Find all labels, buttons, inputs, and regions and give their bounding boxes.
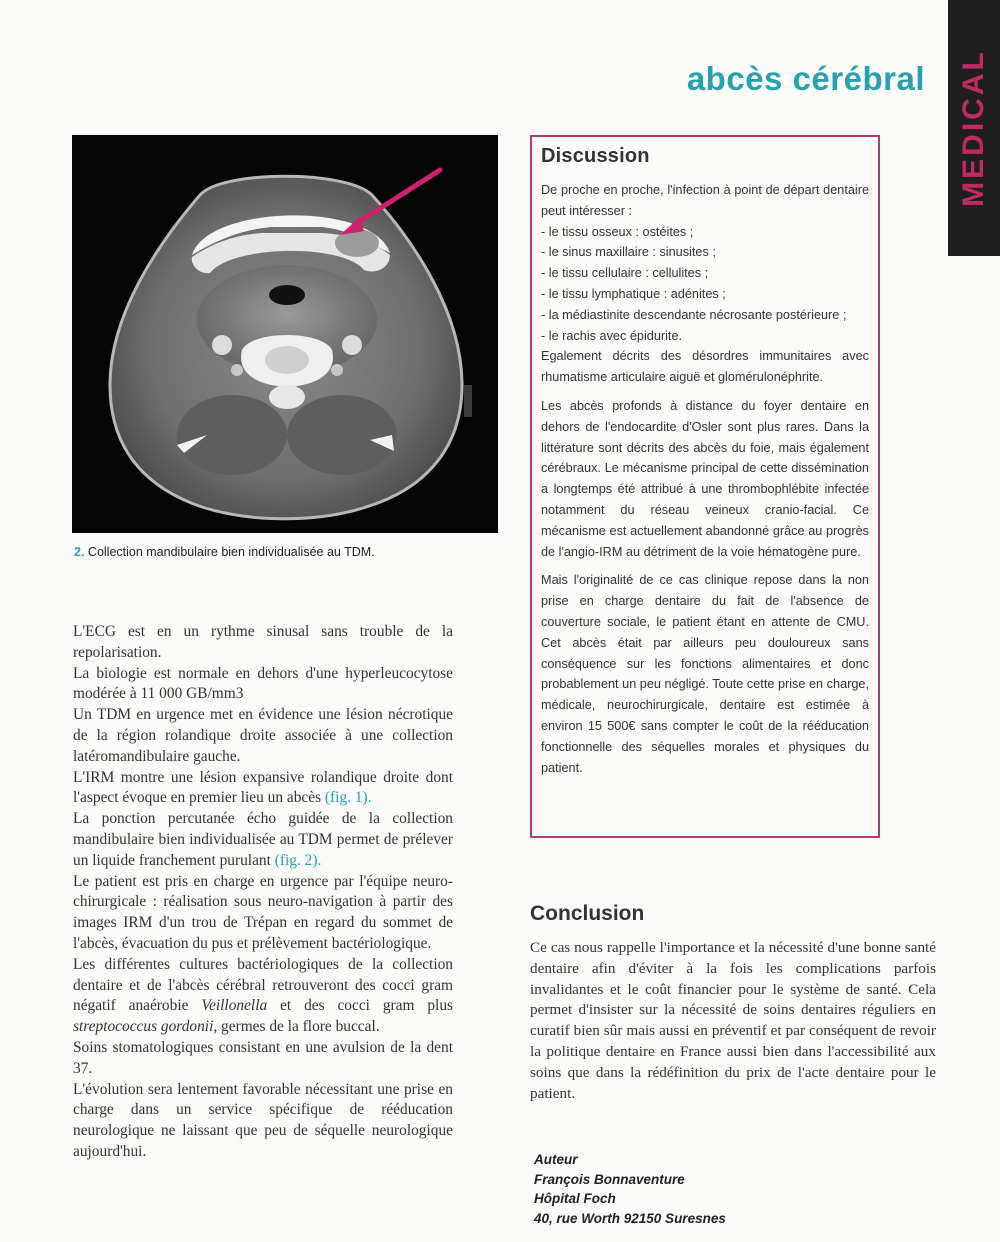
discussion-box bbox=[530, 135, 880, 838]
discussion-line: - le sinus maxillaire : sinusites ; bbox=[541, 245, 716, 260]
paragraph: L'ECG est en un rythme sinusal sans trouble de la repolarisation. bbox=[73, 623, 453, 661]
caption-text: Collection mandibulaire bien individualisée au TDM. bbox=[84, 545, 375, 559]
discussion-line: - le tissu cellulaire : cellulites ; bbox=[541, 266, 709, 281]
discussion-line: De proche en proche, l'infection à point de départ dentaire peut intéresser : bbox=[541, 183, 869, 218]
discussion-paragraph: Les abcès profonds à distance du foyer dentaire en dehors de l'endocardite d'Osler sont plus rares. Dans la littérature sont décrits des abcès du foie, mais également cérébraux. Le mécanisme principal de cette dissémination a longtemps été attribué à une thrombophlébite infectée notamment du réseau veineux cranio-facial. Ce mécanisme est actuellement abandonné grâce au progrès de l'angio-IRM au détriment de la voie hématogène pure. bbox=[541, 398, 869, 559]
discussion-line: - le tissu lymphatique : adénites ; bbox=[541, 286, 726, 301]
section-tab-label: MEDICAL bbox=[957, 49, 990, 207]
ct-scan-figure bbox=[72, 135, 498, 533]
discussion-line: Egalement décrits des désordres immunitaires avec rhumatisme articulaire aiguë et glomérulonéphrite. bbox=[541, 349, 869, 385]
article-title: abcès cérébral bbox=[686, 60, 925, 98]
paragraph: Soins stomatologiques consistant en une avulsion de la dent 37. bbox=[73, 1038, 453, 1077]
author-label: Auteur bbox=[534, 1152, 578, 1167]
paragraph: Le patient est pris en charge en urgence par l'équipe neuro-chirurgicale : réalisation sous neuro-navigation à partir des images IRM d'un trou de Trépan en regard du sommet de l'abcès, évacuation du pus et prélèvement bactériologique. bbox=[73, 872, 453, 952]
conclusion-text bbox=[530, 938, 936, 1104]
discussion-paragraph: Mais l'originalité de ce cas clinique repose dans la non prise en charge dentaire du fait de l'absence de couverture sociale, le patient étant en attente de CMU. Cet abcès était par ailleurs peu douloureux sans conséquence sur les fonctions alimentaires et donc probablement un peu négligé. Toute cette prise en charge, médicale, neurochirurgicale, dentaire est estimée à environ 15 500€ sans compter le coût de la rééducation fonctionnelle des séquelles morales et physiques du patient. bbox=[541, 573, 869, 775]
section-tab bbox=[948, 0, 1000, 256]
author-hospital: Hôpital Foch bbox=[534, 1191, 616, 1206]
paragraph: Les différentes cultures bactériologiques de la collection dentaire et de l'abcès cérébral retrouveront des cocci gram négatif anaérobie Veillonella et des cocci gram plus streptococcus gordonii, germes de la flore buccal. bbox=[73, 955, 453, 1036]
discussion-line: - la médiastinite descendante nécrosante postérieure ; bbox=[541, 307, 847, 322]
paragraph: Un TDM en urgence met en évidence une lésion nécrotique de la région rolandique droite associée à une collection latéromandibulaire gauche. bbox=[73, 706, 453, 765]
caption-number: 2. bbox=[74, 545, 85, 559]
paragraph: L'évolution sera lentement favorable nécessitant une prise en charge dans un service spécifique de rééducation neurologique ne laissant que peu de séquelle neurologique aujourd'hui. bbox=[73, 1080, 453, 1160]
author-block bbox=[534, 1150, 726, 1228]
author-name: François Bonnaventure bbox=[534, 1171, 685, 1187]
discussion-title: Discussion bbox=[541, 145, 650, 167]
conclusion-paragraph: Ce cas nous rappelle l'importance et la nécessité d'une bonne santé dentaire afin d'éviter à la fois les complications parfois invalidantes et le coût financier pour le système de santé. Cela permet d'insister sur la nécessité de soins dentaires réguliers en curatif bien sûr mais aussi en préventif et par conséquent de revoir la politique dentaire en France aussi bien dans l'accessibilité aux soins que dans la rédéfinition du prix de l'acte dentaire pour le patient. bbox=[530, 939, 936, 1102]
paragraph: La ponction percutanée écho guidée de la collection mandibulaire bien individualisée au TDM permet de prélever un liquide franchement purulant (fig. 2). bbox=[73, 810, 453, 869]
case-report-text bbox=[73, 622, 453, 1163]
figure-reference-link[interactable]: (fig. 2). bbox=[274, 851, 322, 869]
author-address: 40, rue Worth 92150 Suresnes bbox=[534, 1210, 726, 1226]
conclusion-title: Conclusion bbox=[530, 902, 645, 925]
figure-reference-link[interactable]: (fig. 1). bbox=[324, 789, 372, 807]
ct-scan-image bbox=[72, 135, 498, 533]
figure-caption bbox=[74, 545, 504, 559]
discussion-line: - le rachis avec épidurite. bbox=[541, 328, 683, 343]
discussion-line: - le tissu osseux : ostéites ; bbox=[541, 224, 694, 239]
discussion-text bbox=[541, 180, 869, 778]
paragraph: La biologie est normale en dehors d'une hyperleucocytose modérée à 11 000 GB/mm3 bbox=[73, 664, 453, 703]
paragraph: L'IRM montre une lésion expansive rolandique droite dont l'aspect évoque en premier lieu un abcès (fig. 1). bbox=[73, 768, 453, 807]
